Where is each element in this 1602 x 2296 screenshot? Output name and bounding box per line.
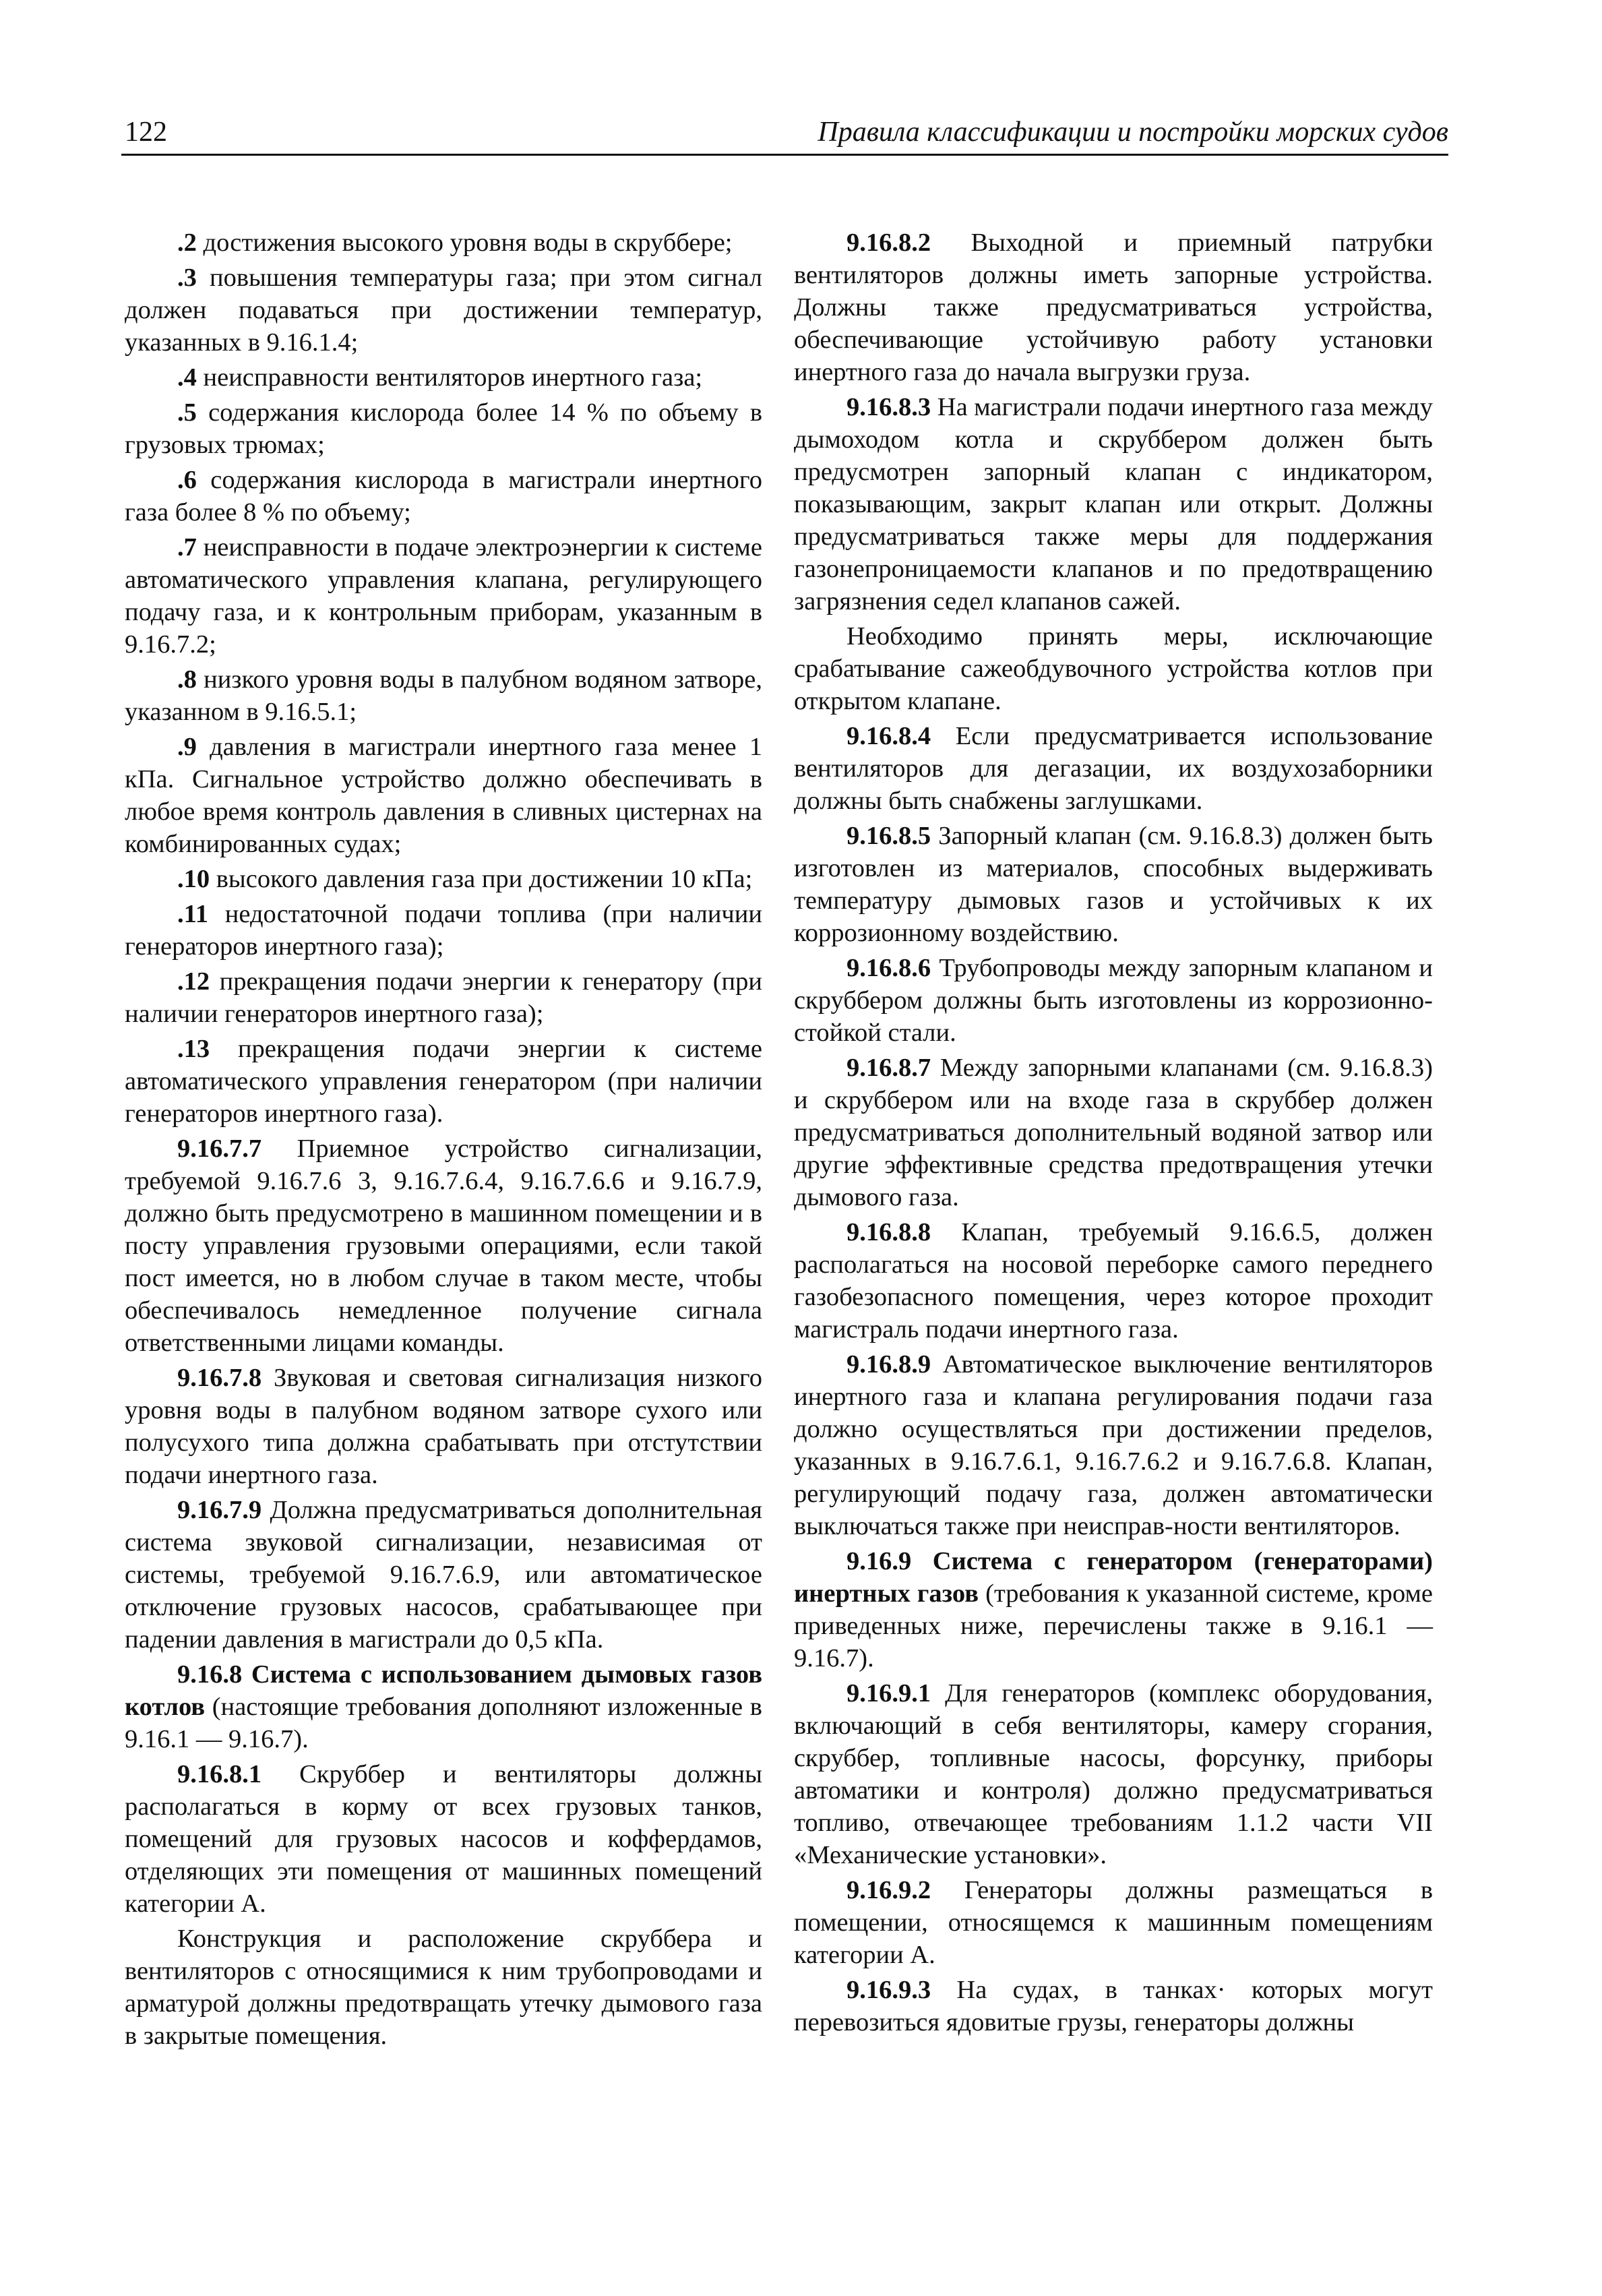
left-column (125, 226, 762, 2055)
left-column-paragraph (125, 1658, 762, 1755)
left-column-paragraph (125, 226, 762, 259)
paragraph-text: Необходимо принять меры, исключающие срабатывание сажеобдувочного устройства котлов при открытом клапане. (794, 622, 1433, 715)
left-column-paragraph (125, 1758, 762, 1920)
paragraph-lead: .13 (177, 1035, 210, 1063)
paragraph-lead: .5 (177, 398, 197, 427)
left-column-paragraph (125, 1033, 762, 1130)
paragraph-text: Конструкция и расположение скруббера и вентиляторов с относящимися к ним трубопроводами и арматурой должны предотвращать утечку дымового газа в закрытые помещения. (125, 1925, 762, 2050)
paragraph-text: содержания кислорода более 14 % по объему в грузовых трюмах; (125, 398, 762, 459)
right-column-paragraph (794, 226, 1433, 388)
paragraph-text: Скруббер и вентиляторы должны располагаться в корму от всех грузовых танков, помещений для грузовых насосов и коффердамов, отделяющих эти помещения от машинных помещений категории А. (125, 1760, 762, 1918)
right-column-paragraph (794, 820, 1433, 949)
left-column-paragraph (125, 262, 762, 359)
paragraph-text: Приемное устройство сигнализации, требуемой 9.16.7.6 3, 9.16.7.6.4, 9.16.7.6.6 и 9.16.7.9, должно быть предусмотрено в машинном помещении и в посту управления грузовыми операциями, если такой пост имеется, но в любом случае в таком месте, чтобы обеспечивалось немедленное получение сигнала ответственными лицами команды. (125, 1135, 762, 1357)
right-column-paragraph (794, 1974, 1433, 2038)
paragraph-lead: 9.16.8.2 (846, 229, 931, 257)
paragraph-lead: 9.16.9.1 (846, 1679, 931, 1708)
left-column-paragraph (125, 731, 762, 860)
paragraph-text: недостаточной подачи топлива (при наличии генераторов инертного газа); (125, 900, 762, 961)
left-column-paragraph (125, 464, 762, 528)
left-column-paragraph (125, 396, 762, 461)
left-column-paragraph (125, 1132, 762, 1359)
paragraph-lead: .9 (177, 733, 197, 761)
left-column-paragraph (125, 898, 762, 963)
right-column-paragraph (794, 1545, 1433, 1674)
paragraph-text: повышения температуры газа; при этом сигнал должен подаваться при достижении температур, указанных в 9.16.1.4; (125, 264, 762, 357)
paragraph-text: низкого уровня воды в палубном водяном затворе, указанном в 9.16.5.1; (125, 665, 762, 726)
paragraph-text: Генераторы должны размещаться в помещении, относящемся к машинным помещениям категории А. (794, 1876, 1433, 1969)
paragraph-lead: 9.16.7.7 (177, 1135, 262, 1163)
right-column-paragraph (794, 620, 1433, 717)
left-column-paragraph (125, 663, 762, 728)
paragraph-text: Между запорными клапанами (см. 9.16.8.3) и скруббером или на входе газа в скруббер должен предусматриваться дополнительный водяной затвор или другие эффективные средства предотвращения утечки дымового газа. (794, 1054, 1433, 1211)
paragraph-text: На магистрали подачи инертного газа между дымоходом котла и скруббером должен быть предусмотрен запорный клапан с индикатором, показывающим, закрыт клапан или открыт. Должны предусматриваться также меры для поддержания газонепроницаемости клапанов и по предотвращению загрязнения седел клапанов сажей. (794, 393, 1433, 615)
paragraph-text: прекращения подачи энергии к генератору (при наличии генераторов инертного газа); (125, 967, 762, 1028)
paragraph-text: достижения высокого уровня воды в скруббере; (196, 229, 733, 257)
paragraph-lead: .3 (177, 264, 197, 292)
left-column-paragraph (125, 1494, 762, 1656)
paragraph-text: (настоящие требования дополняют изложенные в 9.16.1 — 9.16.7). (125, 1693, 762, 1753)
page-number: 122 (125, 117, 167, 148)
right-column-paragraph (794, 720, 1433, 817)
paragraph-text: прекращения подачи энергии к системе автоматического управления генератором (при наличии генераторов инертного газа). (125, 1035, 762, 1128)
paragraph-text: высокого давления газа при достижении 10 кПа; (210, 865, 753, 893)
paragraph-lead: .6 (177, 466, 197, 494)
left-column-paragraph (125, 863, 762, 895)
left-column-paragraph (125, 531, 762, 661)
paragraph-text: На судах, в танках· которых могут перевозиться ядовитые грузы, генераторы должны (794, 1976, 1433, 2036)
paragraph-lead: 9.16.8.1 (177, 1760, 262, 1788)
paragraph-text: Клапан, требуемый 9.16.6.5, должен располагаться на носовой переборке самого переднего газобезопасного помещения, через которое проходит магистраль подачи инертного газа. (794, 1218, 1433, 1343)
paragraph-lead: .10 (177, 865, 210, 893)
left-column-paragraph (125, 1923, 762, 2052)
right-column-paragraph (794, 1348, 1433, 1542)
right-column-paragraph (794, 1052, 1433, 1213)
left-column-paragraph (125, 1362, 762, 1491)
paragraph-lead: 9.16.9 Система с генератором (генераторами) инертных газов (794, 1547, 1433, 1608)
header-rule (121, 154, 1448, 156)
paragraph-lead: 9.16.8 Система с использованием дымовых газов котлов (125, 1660, 762, 1721)
right-column-paragraph (794, 952, 1433, 1049)
paragraph-text: Выходной и приемный патрубки вентиляторов должны иметь запорные устройства. Должны также предусматриваться устройства, обеспечивающие устойчивую работу установки инертного газа до начала выгрузки груза. (794, 229, 1433, 386)
paragraph-text: Звуковая и световая сигнализация низкого уровня воды в палубном водяном затворе сухого или полусухого типа должна срабатывать при отстутствии подачи инертного газа. (125, 1364, 762, 1489)
left-column-paragraph (125, 965, 762, 1030)
paragraph-lead: 9.16.8.7 (846, 1054, 931, 1082)
paragraph-lead: 9.16.8.5 (846, 822, 931, 850)
paragraph-text: Трубопроводы между запорным клапаном и скруббером должны быть изготовлены из коррозионно-стойкой стали. (794, 954, 1433, 1047)
paragraph-text: давления в магистрали инертного газа менее 1 кПа. Сигнальное устройство должно обеспечивать в любое время контроль давления в сливных цистернах на комбинированных судах; (125, 733, 762, 858)
paragraph-lead: 9.16.7.9 (177, 1496, 262, 1524)
paragraph-text: неисправности вентиляторов инертного газа; (196, 363, 703, 392)
paragraph-text: Если предусматривается использование вентиляторов для дегазации, их воздухозаборники должны быть снабжены заглушками. (794, 722, 1433, 815)
paragraph-text: Должна предусматриваться дополнительная система звуковой сигнализации, независимая от системы, требуемой 9.16.7.6.9, или автоматическое отключение грузовых насосов, срабатывающее при падении давления в магистрали до 0,5 кПа. (125, 1496, 762, 1654)
paragraph-text: (требования к указанной системе, кроме приведенных ниже, перечислены также в 9.16.1 — 9.16.7). (794, 1579, 1434, 1672)
paragraph-lead: 9.16.9.2 (846, 1876, 931, 1904)
paragraph-text: Для генераторов (комплекс оборудования, включающий в себя вентиляторы, камеру сгорания, скруббер, топливные насосы, форсунку, приборы автоматики и контроля) должно предусматриваться топливо, отвечающее требованиям 1.1.2 части VII «Механические установки». (794, 1679, 1433, 1869)
right-column (794, 226, 1433, 2041)
paragraph-lead: 9.16.8.8 (846, 1218, 931, 1246)
paragraph-text: Запорный клапан (см. 9.16.8.3) должен быть изготовлен из материалов, способных выдерживать температуру дымовых газов и устойчивых к их коррозионному воздействию. (794, 822, 1433, 947)
paragraph-lead: 9.16.8.4 (846, 722, 931, 750)
paragraph-lead: .12 (177, 967, 210, 996)
paragraph-text: содержания кислорода в магистрали инертного газа более 8 % по объему; (125, 466, 762, 526)
right-column-paragraph (794, 391, 1433, 617)
paragraph-lead: .7 (177, 533, 197, 562)
paragraph-lead: 9.16.8.3 (846, 393, 931, 421)
paragraph-lead: .8 (177, 665, 197, 694)
left-column-paragraph (125, 361, 762, 394)
running-title: Правила классификации и постройки морских судов (818, 117, 1448, 148)
right-column-paragraph (794, 1874, 1433, 1971)
paragraph-text: неисправности в подаче электроэнергии к системе автоматического управления клапана, регулирующего подачу газа, и к контрольным приборам, указанным в 9.16.7.2; (125, 533, 762, 659)
paragraph-lead: 9.16.7.8 (177, 1364, 262, 1392)
paragraph-lead: .11 (177, 900, 209, 928)
paragraph-text: Автоматическое выключение вентиляторов инертного газа и клапана регулирования подачи газа должно осуществляться при достижении пределов, указанных в 9.16.7.6.1, 9.16.7.6.2 и 9.16.7.6.8. Клапан, регулирующий подачу газа, должен автоматически выключаться также при неисправ-ности вентиляторов. (794, 1350, 1433, 1540)
paragraph-lead: 9.16.8.9 (846, 1350, 931, 1379)
paragraph-lead: 9.16.9.3 (846, 1976, 931, 2004)
right-column-paragraph (794, 1216, 1433, 1346)
paragraph-lead: 9.16.8.6 (846, 954, 931, 982)
paragraph-lead: .4 (177, 363, 197, 392)
paragraph-lead: .2 (177, 229, 197, 257)
right-column-paragraph (794, 1677, 1433, 1871)
